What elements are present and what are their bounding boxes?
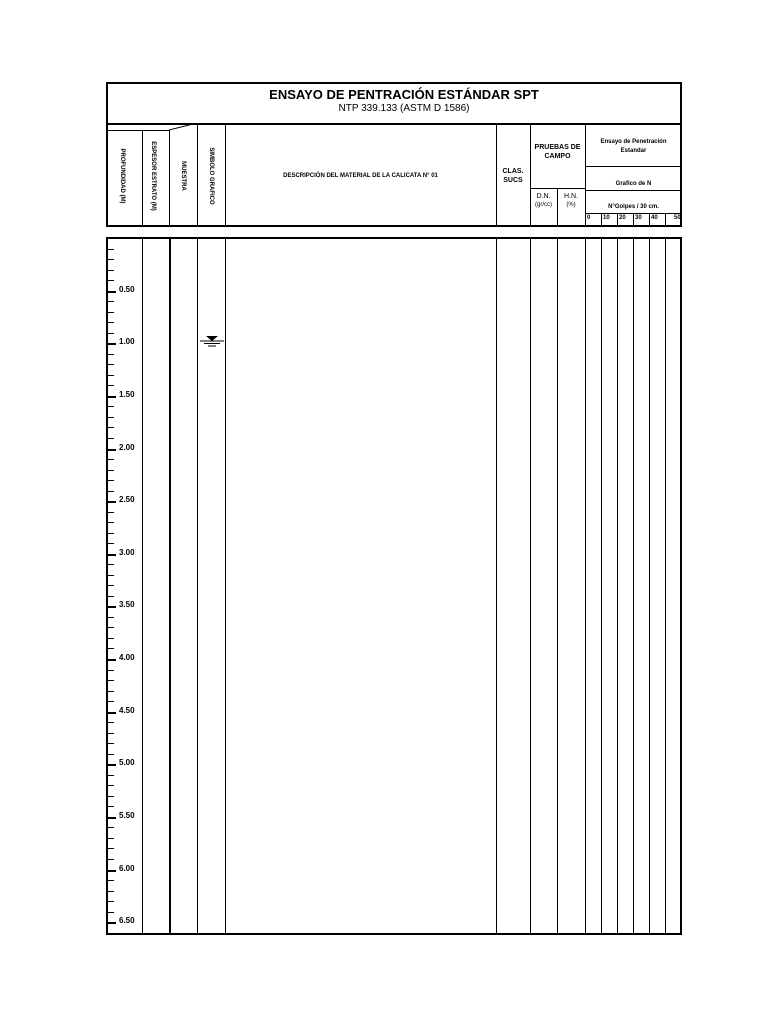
body-col-divider <box>496 238 497 934</box>
depth-major-tick <box>108 291 116 293</box>
col-header-espesor: ESPESOR ESTRATO (M) <box>150 141 156 211</box>
depth-minor-tick <box>108 543 114 544</box>
depth-minor-tick <box>108 733 114 734</box>
depth-minor-tick <box>108 385 114 386</box>
scale-divider <box>601 213 602 227</box>
water-table-icon <box>199 335 225 349</box>
depth-minor-tick <box>108 564 114 565</box>
depth-minor-tick <box>108 459 114 460</box>
col-header-sucs: SUCS <box>503 177 523 184</box>
depth-minor-tick <box>108 680 114 681</box>
col-header-hn: H.N. <box>564 193 578 200</box>
depth-major-tick <box>108 922 116 924</box>
depth-minor-tick <box>108 827 114 828</box>
depth-minor-tick <box>108 670 114 671</box>
depth-minor-tick <box>108 259 114 260</box>
depth-minor-tick <box>108 333 114 334</box>
depth-minor-tick <box>108 848 114 849</box>
depth-label: 6.00 <box>119 864 135 873</box>
depth-minor-tick <box>108 280 114 281</box>
depth-minor-tick <box>108 533 114 534</box>
col-header-muestra: MUESTRA <box>180 161 186 191</box>
depth-minor-tick <box>108 722 114 723</box>
scale-label: 20 <box>619 215 626 221</box>
depth-minor-tick <box>108 648 114 649</box>
depth-label: 6.50 <box>119 916 135 925</box>
depth-minor-tick <box>108 754 114 755</box>
spt-divider <box>585 190 682 191</box>
col-header-dn: D.N. <box>536 193 551 200</box>
spt-divider <box>585 166 682 167</box>
log-body <box>106 237 682 935</box>
header-row-line <box>106 130 170 131</box>
scale-label: 30 <box>635 215 642 221</box>
depth-minor-tick <box>108 301 114 302</box>
depth-minor-tick <box>108 691 114 692</box>
scale-label: 50 <box>674 215 681 221</box>
scale-divider <box>617 213 618 227</box>
depth-label: 5.50 <box>119 811 135 820</box>
depth-minor-tick <box>108 891 114 892</box>
depth-minor-tick <box>108 354 114 355</box>
depth-minor-tick <box>108 796 114 797</box>
header-col-divider <box>496 124 497 227</box>
depth-minor-tick <box>108 249 114 250</box>
header-col-divider <box>169 130 170 227</box>
body-col-divider <box>197 238 198 934</box>
depth-minor-tick <box>108 491 114 492</box>
depth-label: 5.00 <box>119 758 135 767</box>
depth-minor-tick <box>108 512 114 513</box>
depth-major-tick <box>108 817 116 819</box>
scale-divider <box>633 213 634 227</box>
depth-major-tick <box>108 659 116 661</box>
depth-label: 1.00 <box>119 337 135 346</box>
depth-minor-tick <box>108 901 114 902</box>
col-header-pruebas: PRUEBAS DE <box>534 144 581 151</box>
depth-minor-tick <box>108 312 114 313</box>
depth-minor-tick <box>108 322 114 323</box>
col-header-grafico: Grafico de N <box>615 181 652 187</box>
body-col-divider <box>601 238 602 934</box>
header-diagonal <box>169 123 199 131</box>
depth-minor-tick <box>108 417 114 418</box>
depth-label: 4.00 <box>119 653 135 662</box>
depth-major-tick <box>108 343 116 345</box>
depth-minor-tick <box>108 270 114 271</box>
depth-major-tick <box>108 396 116 398</box>
depth-minor-tick <box>108 785 114 786</box>
col-header-simbolo: SIMBOLO GRAFICO <box>208 147 214 205</box>
depth-label: 2.00 <box>119 443 135 452</box>
body-col-divider <box>585 238 586 934</box>
depth-minor-tick <box>108 617 114 618</box>
body-col-divider <box>617 238 618 934</box>
depth-label: 1.50 <box>119 390 135 399</box>
depth-minor-tick <box>108 522 114 523</box>
depth-minor-tick <box>108 743 114 744</box>
scale-divider <box>649 213 650 227</box>
scale-label: 40 <box>651 215 658 221</box>
depth-minor-tick <box>108 364 114 365</box>
col-header-dn-unit: (gr/cc) <box>535 202 552 208</box>
body-col-divider <box>142 238 143 934</box>
col-header-campo: CAMPO <box>544 153 571 160</box>
header-col-divider <box>197 124 198 227</box>
depth-minor-tick <box>108 427 114 428</box>
depth-minor-tick <box>108 701 114 702</box>
page-subtitle: NTP 339.133 (ASTM D 1586) <box>338 103 470 114</box>
depth-minor-tick <box>108 470 114 471</box>
depth-minor-tick <box>108 627 114 628</box>
col-header-clas: CLAS. <box>502 168 524 175</box>
depth-label: 3.50 <box>119 600 135 609</box>
depth-label: 4.50 <box>119 706 135 715</box>
pruebas-divider <box>530 188 586 189</box>
depth-minor-tick <box>108 806 114 807</box>
depth-minor-tick <box>108 912 114 913</box>
depth-major-tick <box>108 449 116 451</box>
depth-minor-tick <box>108 880 114 881</box>
body-col-divider <box>649 238 650 934</box>
depth-major-tick <box>108 554 116 556</box>
col-header-descripcion: DESCRIPCIÓN DEL MATERIAL DE LA CALICATA N° 01 <box>283 173 438 179</box>
depth-minor-tick <box>108 575 114 576</box>
depth-label: 3.00 <box>119 548 135 557</box>
page-title: ENSAYO DE PENTRACIÓN ESTÁNDAR SPT <box>269 87 539 102</box>
depth-label: 0.50 <box>119 285 135 294</box>
depth-major-tick <box>108 870 116 872</box>
depth-minor-tick <box>108 638 114 639</box>
body-col-divider <box>530 238 531 934</box>
body-col-divider <box>665 238 666 934</box>
depth-major-tick <box>108 764 116 766</box>
depth-minor-tick <box>108 859 114 860</box>
col-header-profundidad: PROFUNDIDAD (M) <box>119 148 125 204</box>
depth-minor-tick <box>108 406 114 407</box>
col-header-golpes: N°Golpes / 30 cm. <box>608 204 659 210</box>
depth-minor-tick <box>108 585 114 586</box>
depth-minor-tick <box>108 438 114 439</box>
depth-minor-tick <box>108 375 114 376</box>
depth-minor-tick <box>108 775 114 776</box>
body-col-divider <box>633 238 634 934</box>
body-col-divider <box>169 238 171 934</box>
scale-label: 0 <box>587 215 591 221</box>
scale-divider <box>665 213 666 227</box>
depth-label: 2.50 <box>119 495 135 504</box>
col-header-spt: Ensayo de Penetración <box>600 139 667 145</box>
depth-major-tick <box>108 712 116 714</box>
header-col-divider <box>142 130 143 227</box>
col-header-hn-unit: (%) <box>566 202 576 208</box>
col-header-spt-sub: Estandar <box>620 148 647 154</box>
depth-minor-tick <box>108 838 114 839</box>
depth-minor-tick <box>108 480 114 481</box>
body-col-divider <box>225 238 226 934</box>
scale-label: 10 <box>603 215 610 221</box>
depth-major-tick <box>108 606 116 608</box>
header-col-divider <box>530 124 531 227</box>
depth-minor-tick <box>108 596 114 597</box>
body-col-divider <box>557 238 558 934</box>
depth-major-tick <box>108 501 116 503</box>
